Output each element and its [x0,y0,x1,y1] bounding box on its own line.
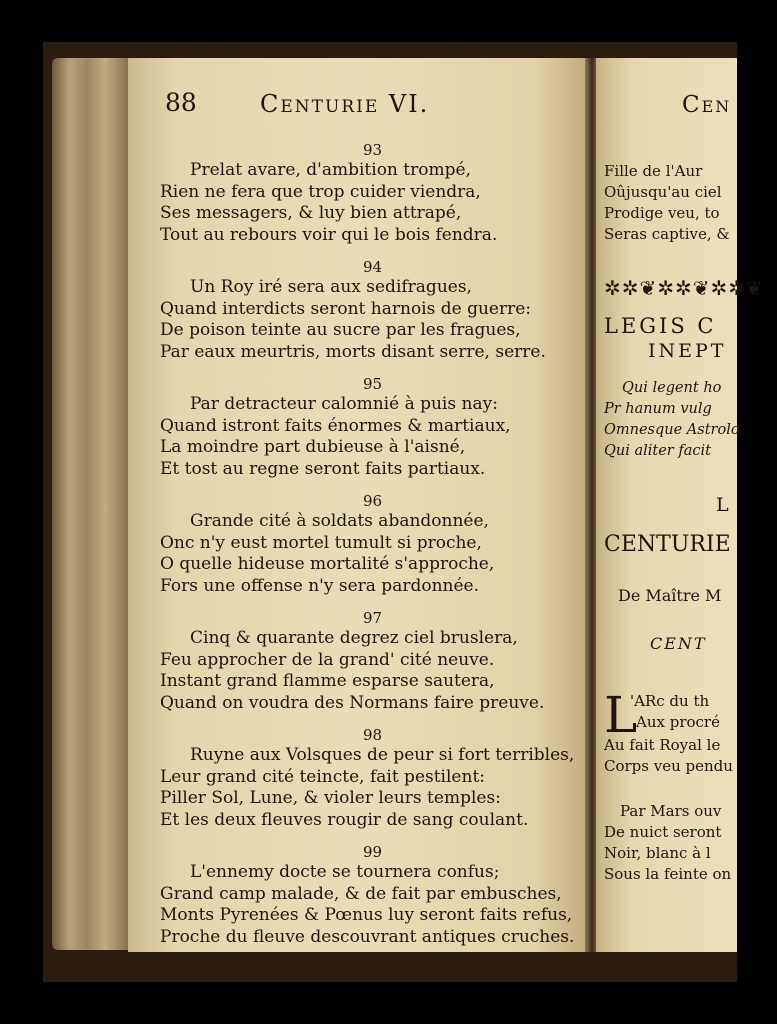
verse-line: Cinq & quarante degrez ciel bruslera, [190,628,518,648]
verse-line: Aux procré [636,713,720,731]
quatrain-94 [160,257,585,363]
verse-line: Prelat avare, d'ambition trompé, [190,160,471,180]
verse-line: L'ennemy docte se tournera confus; [190,862,500,882]
quatrain-95 [160,374,585,480]
verse-line: O quelle hideuse mortalité s'approche, [160,554,495,574]
quatrain-number: 93 [362,141,383,159]
verse-line: Feu approcher de la grand' cité neuve. [160,649,495,670]
verse-line: Ses messagers, & luy bien attrapé, [160,203,462,223]
left-page-header [165,88,585,122]
latin-line: Omnesque Astrolo [604,422,740,438]
verse-line: Et les deux fleuves rougir de sang coulant. [160,809,529,830]
verse-line: Au fait Royal le [604,736,721,754]
verse-line: Fille de l'Aur [604,162,703,180]
verse-line: De poison teinte au sucre par les fragues, [160,320,521,340]
verse-line: Grande cité à soldats abandonnée, [190,511,489,531]
verse-line: Corps veu pendu [604,757,733,775]
verse-line: Leur grand cité teincte, fait pestilent: [160,766,486,787]
author-line: De Maître M [618,586,722,605]
section-heading: LEGIS C [604,314,717,338]
verse-line: Prodige veu, to [604,204,720,222]
verse-line: Tout au rebours voir qui le bois fendra. [160,224,498,245]
verse-line: Fors une offense n'y sera pardonnée. [160,575,479,596]
quatrain-number: 95 [362,375,383,393]
letter-l: L [716,494,729,516]
drop-cap: L [604,686,638,744]
verse-line: Par detracteur calomnié à puis nay: [190,394,498,414]
verse-line: Seras captive, & [604,225,730,243]
verse-line: La moindre part dubieuse à l'aisné, [160,437,466,457]
century-label: CENT [650,634,707,653]
quatrain-number: 96 [362,492,383,510]
verse-line: Monts Pyrenées & Pœnus luy seront faits refus, [160,905,573,925]
running-title: Centurie VI. [260,90,430,118]
page-number: 88 [165,88,197,117]
verse-line: Et tost au regne seront faits partiaux. [160,458,486,479]
verse-line: Quand istront faits énormes & martiaux, [160,415,511,436]
quatrain-98 [160,725,585,831]
verse-line: Rien ne fera que trop cuider viendra, [160,181,481,202]
verse-line: Noir, blanc à l [604,844,711,862]
verse-line: Oûjusqu'au ciel [604,183,722,201]
verse-line: Quand on voudra des Normans faire preuve. [160,692,545,713]
verse-line: Un Roy iré sera aux sedifragues, [190,277,472,297]
latin-line: Qui aliter facit [604,443,711,459]
verse-line: De nuict seront [604,823,722,841]
verse-line: Instant grand flamme esparse sautera, [160,671,495,691]
verse-line: Piller Sol, Lune, & violer leurs temples: [160,788,501,808]
verse-line: Par eaux meurtris, morts disant serre, serre. [160,341,546,362]
quatrain-number: 94 [362,258,383,276]
verse-line: Par Mars ouv [620,802,722,820]
page-edges [52,58,140,950]
quatrain-number: 98 [362,726,383,744]
quatrain-number: 97 [362,609,383,627]
verse-line: Sous la feinte on [604,865,732,883]
verse-line: Grand camp malade, & de fait par embusches, [160,883,562,904]
verse-line: 'ARc du th [630,692,710,710]
latin-line: Qui legent ho [622,380,722,396]
section-subheading: INEPT [648,340,727,362]
right-page [596,58,764,952]
quatrain-93 [160,140,585,246]
latin-line: Pr hanum vulg [604,401,712,417]
ornament-band: ✲✲❦✲✲❦✲✲❦ [604,276,764,300]
quatrain-99 [160,842,585,948]
verse-line: Onc n'y eust mortel tumult si proche, [160,532,482,553]
centuries-heading: CENTURIE [604,532,731,557]
quatrain-column [160,140,585,959]
quatrain-number: 99 [362,843,383,861]
quatrain-96 [160,491,585,597]
right-running-title: Cen [682,92,732,118]
verse-line: Proche du fleuve descouvrant antiques cruches. [160,926,575,947]
verse-line: Ruyne aux Volsques de peur si fort terribles, [190,745,575,765]
verse-line: Quand interdicts seront harnois de guerre: [160,298,532,319]
quatrain-97 [160,608,585,714]
